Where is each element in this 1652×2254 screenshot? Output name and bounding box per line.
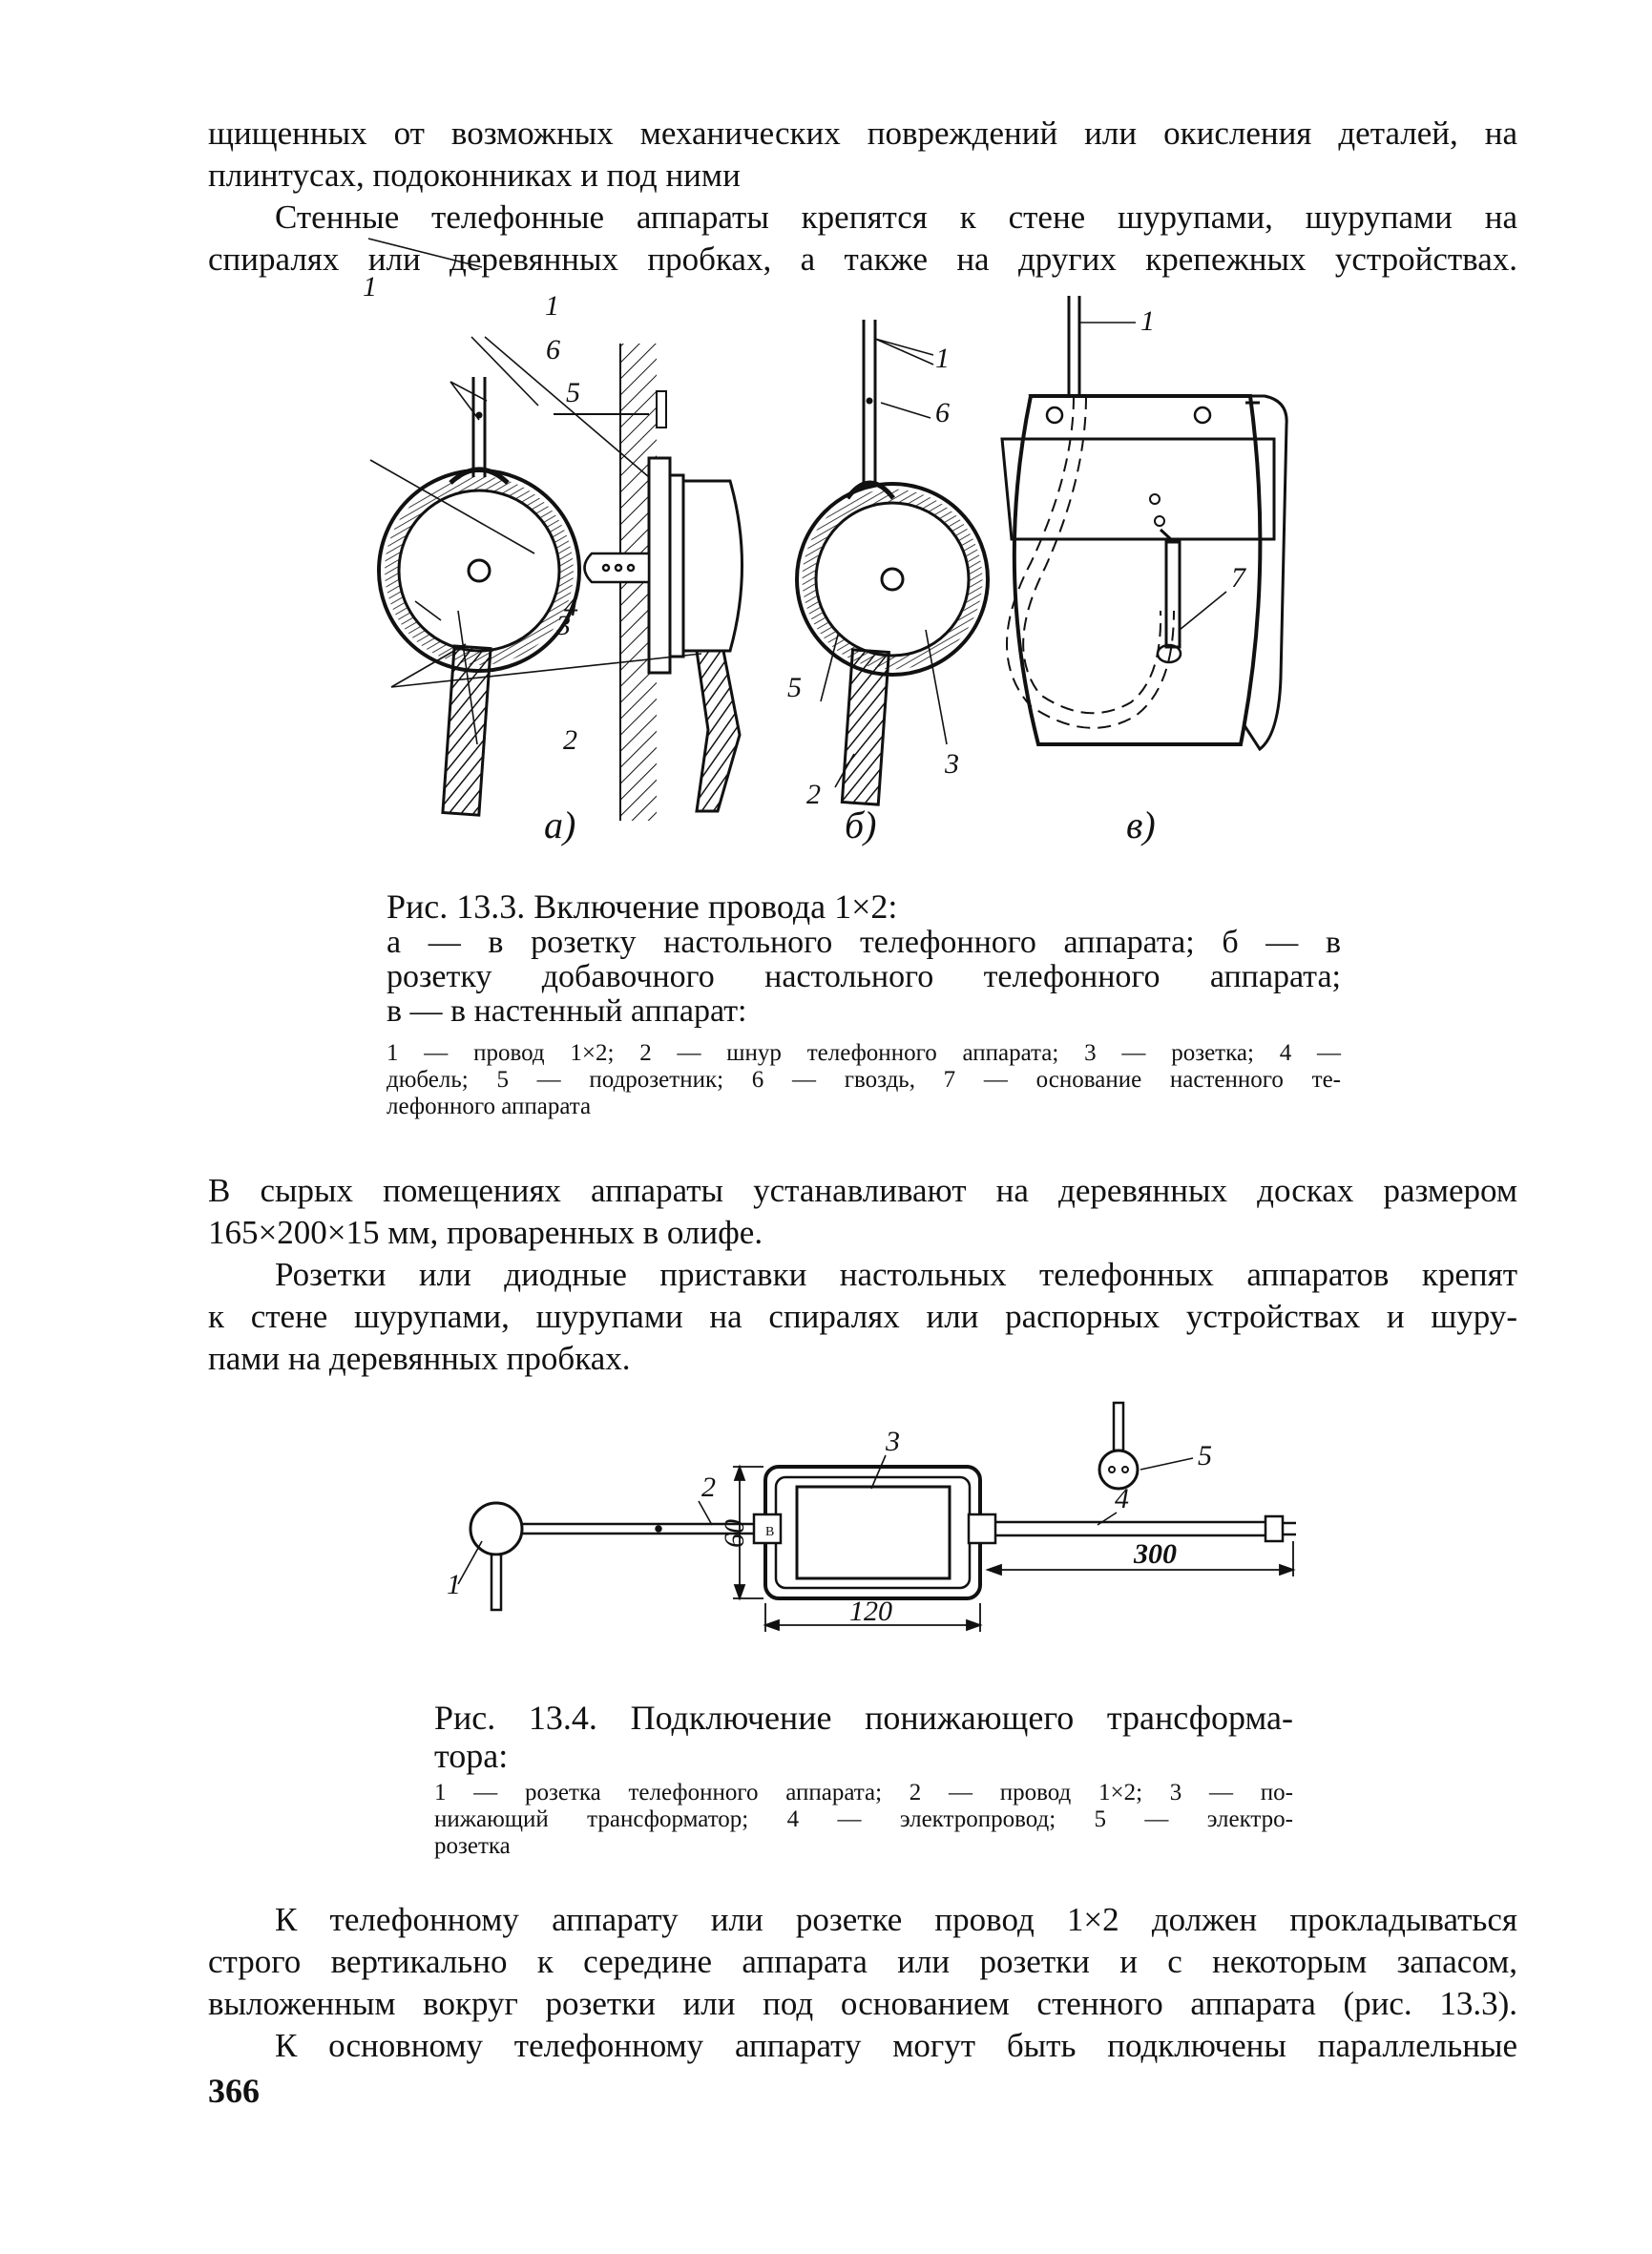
dimension-120: 120 [849,1596,892,1627]
figure-13-3-legend-line: лефонного аппарата [387,1094,592,1119]
label-1-a: 1 [363,271,377,303]
label-2: 2 [701,1471,716,1503]
figure-13-4-caption-title-end: тора: [434,1737,509,1775]
cord-a-wall [697,651,740,811]
figure-13-4-legend-line: розетка [434,1833,511,1859]
label-2-b: 2 [806,779,821,810]
label-5-b: 5 [787,672,802,703]
label-5: 5 [1198,1440,1212,1471]
label-4: 4 [1115,1483,1129,1514]
dowel [585,553,650,582]
label-b: б) [845,804,877,846]
figure-13-4-legend-line: нижающий трансформатор; 4 — электропровод; 5 — электро- [434,1806,1293,1832]
dimension-60: 60 [719,1519,750,1548]
figure-13-4 [429,1374,1307,1660]
text-line: к стене шурупами, шурупами на спиралях или распорных устройствах и шуру- [208,1298,1517,1335]
label-2-a: 2 [563,724,577,756]
paragraph-middle-1 [208,1170,1517,1212]
rosette-b [797,484,988,675]
rosette-a [379,470,579,671]
label-5-a: 5 [566,377,580,408]
paragraph-top-2-end [208,239,1517,281]
cord-b [842,650,889,804]
label-1-a2: 1 [545,290,559,322]
figure-13-3-caption-title: Рис. 13.3. Включение провода 1×2: [387,887,898,926]
step-down-transformer [754,1467,995,1598]
paragraph-bottom-2 [208,2025,1517,2067]
figure-13-3-legend-line: дюбель; 5 — подрозетник; 6 — гвоздь, 7 — основание настенного те- [387,1067,1341,1093]
label-1-b: 1 [935,343,950,374]
text-line: плинтусах, подоконниках и под ними [208,157,741,194]
label-1: 1 [447,1569,461,1600]
figure-13-3-caption-line: розетку добавочного настольного телефонного аппарата; [387,959,1341,994]
figure-13-4-caption-title: Рис. 13.4. Подключение понижающего трансформа- [434,1699,1293,1737]
paragraph-middle-1-end [208,1212,1517,1254]
text-line: К телефонному аппарату или розетке провод 1×2 должен прокладываться [275,1901,1517,1938]
paragraph-bottom-1-end [208,1983,1517,2025]
label-7-v: 7 [1231,562,1245,594]
paragraph-middle-2 [208,1254,1517,1296]
text-line: 165×200×15 мм, проваренных в олифе. [208,1214,763,1251]
label-1-v: 1 [1140,305,1155,337]
electric-socket [1099,1403,1138,1489]
label-6-a: 6 [546,334,560,365]
label-4-a: 4 [564,591,578,622]
paragraph-top-1 [208,113,1517,155]
sub-rosette [649,458,742,673]
label-v: в) [1126,804,1156,846]
text-line: спиралях или деревянных пробках, а также на других крепежных устройствах. [208,240,1517,278]
label-6-b: 6 [935,397,950,428]
figure-13-3-legend-line: 1 — провод 1×2; 2 — шнур телефонного аппарата; 3 — розетка; 4 — [387,1040,1341,1066]
paragraph-top-2 [208,197,1517,239]
page-number: 366 [208,2072,260,2110]
terminal-mark: В [765,1525,775,1539]
text-line: К основному телефонному аппарату могут быть подключены параллельные [275,2027,1517,2064]
figure-13-4-legend-line: 1 — розетка телефонного аппарата; 2 — провод 1×2; 3 — по- [434,1780,1293,1805]
text-line: пами на деревянных пробках. [208,1340,631,1377]
text-line: строго вертикально к середине аппарата или розетки и с некоторым запасом, [208,1943,1517,1980]
figure-13-3 [363,271,1374,859]
figure-13-3-caption-line: в — в настенный аппарат: [387,993,747,1029]
text-line: Розетки или диодные приставки настольных телефонных аппаратов крепят [275,1256,1517,1293]
phone-rosette [471,1503,522,1610]
dimension-300: 300 [1134,1538,1177,1570]
text-line: щищенных от возможных механических повреждений или окисления деталей, на [208,115,1517,152]
text-line: В сырых помещениях аппараты устанавливают на деревянных досках размером [208,1172,1517,1209]
paragraph-top-1-end [208,155,1517,197]
wire-1x2-b [847,320,893,498]
text-line: выложенным вокруг розетки или под основанием стенного аппарата (рис. 13.3). [208,1985,1517,2022]
label-3-b: 3 [945,748,959,780]
label-3-a: 3 [556,610,571,641]
label-a: а) [544,804,576,846]
label-3: 3 [886,1426,900,1457]
figure-13-3-caption-line: а — в розетку настольного телефонного аппарата; б — в [387,925,1341,960]
paragraph-bottom-1 [208,1899,1517,1941]
paragraph-middle-2-cont [208,1296,1517,1338]
text-line: Стенные телефонные аппараты крепятся к стене шурупами, шурупами на [275,198,1517,236]
paragraph-bottom-1-cont [208,1941,1517,1983]
